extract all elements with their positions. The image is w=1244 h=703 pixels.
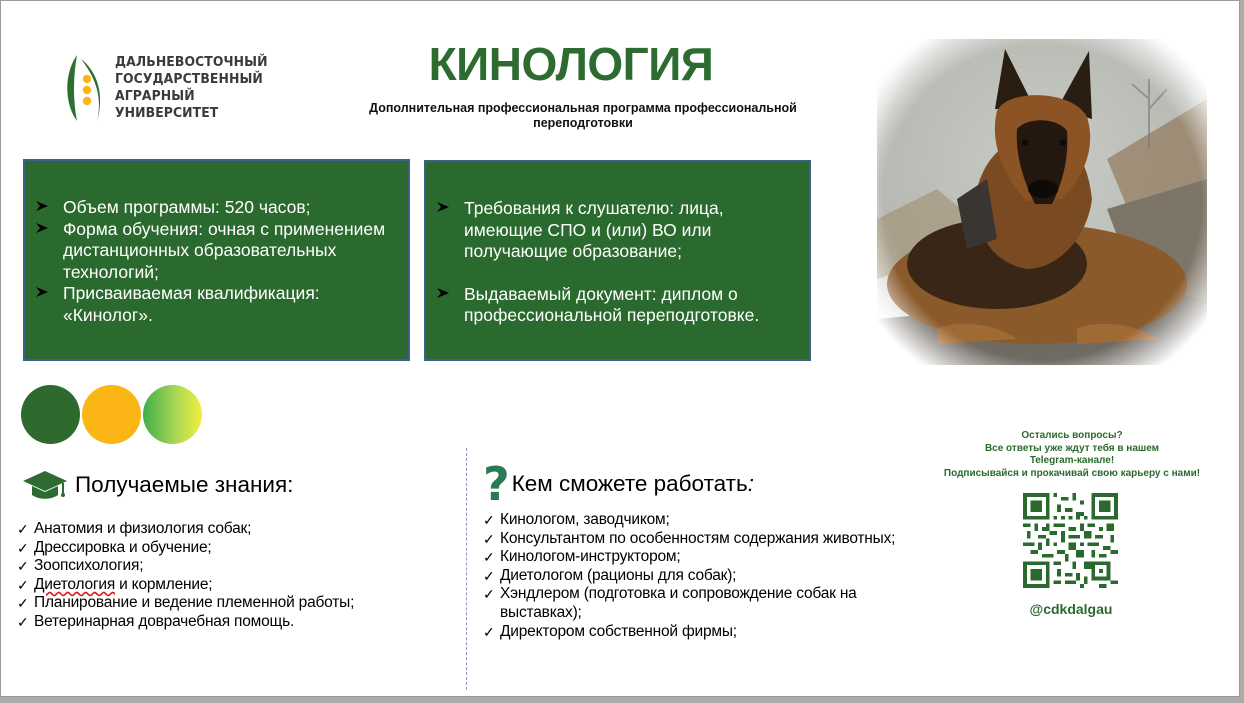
requirements-box	[424, 160, 811, 361]
list-item-text: Директором собственной фирмы;	[500, 622, 737, 640]
checkmark-icon: ✓	[483, 623, 495, 640]
page-subtitle: Дополнительная профессиональная программа профессиональной переподготовки	[369, 101, 797, 130]
program-info-box	[23, 159, 410, 361]
university-name-line: ДАЛЬНЕВОСТОЧНЫЙ	[115, 54, 268, 70]
program-info-item	[35, 283, 398, 326]
telegram-line: Все ответы уже ждут тебя в нашем	[984, 442, 1160, 454]
list-item	[483, 511, 913, 530]
list-item	[17, 557, 437, 576]
telegram-line: Остались вопросы?	[1021, 430, 1123, 441]
list-item-text: Хэндлером (подготовка и сопровождение собак на выставках);	[500, 585, 857, 621]
decorative-circles	[21, 385, 204, 444]
list-item-text: Планирование и ведение племенной работы;	[34, 594, 355, 612]
list-item-text: и кормление;	[115, 575, 213, 593]
list-item-text: Дрессировка и обучение;	[34, 538, 212, 556]
program-info-text: Присваиваемая квалификация: «Кинолог».	[63, 283, 320, 325]
wheat-leaf-logo-icon	[67, 51, 111, 125]
requirements-item	[436, 198, 797, 263]
section-divider	[466, 448, 467, 690]
telegram-handle[interactable]: @cdkdalgau	[1029, 601, 1113, 617]
german-shepherd-image	[877, 39, 1207, 365]
arrowhead-bullet-icon	[436, 200, 450, 214]
graduation-cap-icon	[21, 467, 69, 503]
telegram-callout	[929, 430, 1215, 480]
requirements-item	[436, 284, 797, 327]
telegram-qr-code[interactable]	[1023, 493, 1118, 588]
arrowhead-bullet-icon	[35, 285, 49, 299]
list-item	[483, 530, 913, 549]
german-shepherd-photo	[877, 39, 1207, 365]
requirements-text: Выдаваемый документ: диплом о профессиональной переподготовке.	[464, 283, 760, 325]
checkmark-icon: ✓	[483, 512, 495, 528]
list-item	[17, 613, 437, 632]
work-heading-text: Кем сможете работать	[511, 471, 748, 496]
list-item	[17, 594, 437, 613]
list-item	[483, 548, 913, 567]
checkmark-icon: ✓	[17, 521, 29, 537]
university-name-line: ГОСУДАРСТВЕННЫЙ	[115, 71, 263, 87]
requirements-text: Требования к слушателю: лица, имеющие СПО и (или) ВО или получающие образование;	[464, 198, 724, 261]
list-item	[483, 585, 913, 622]
yellow-circle	[82, 385, 141, 444]
list-item	[17, 539, 437, 558]
list-item	[17, 576, 437, 595]
arrowhead-bullet-icon	[436, 286, 450, 300]
knowledge-list	[17, 520, 437, 632]
program-info-item	[35, 197, 398, 219]
gradient-circle	[143, 385, 202, 444]
list-item	[483, 567, 913, 586]
page-title: КИНОЛОГИЯ	[428, 38, 714, 90]
telegram-line: Подписывайся и прокачивай свою карьеру с нами!	[943, 467, 1201, 479]
list-item-text: Кинологом, заводчиком;	[500, 511, 670, 528]
work-heading-colon: :	[747, 471, 754, 496]
list-item-text: Консультантом по особенностям содержания животных;	[500, 529, 896, 547]
program-info-text: Объем программы: 520 часов;	[63, 197, 311, 217]
checkmark-icon: ✓	[17, 539, 29, 556]
checkmark-icon: ✓	[483, 567, 495, 584]
checkmark-icon: ✓	[17, 613, 29, 630]
list-item	[483, 623, 913, 642]
checkmark-icon: ✓	[483, 530, 495, 547]
list-item-text: Зоопсихология;	[34, 557, 144, 575]
list-item-text: Кинологом-инструктором;	[500, 548, 681, 566]
list-item-text: Диетологом (рационы для собак);	[500, 566, 737, 584]
list-item	[17, 520, 437, 539]
university-logo	[67, 51, 281, 125]
university-name-line: АГРАРНЫЙ	[115, 88, 195, 104]
arrowhead-bullet-icon	[35, 199, 49, 213]
university-name-line: УНИВЕРСИТЕТ	[115, 105, 219, 121]
requirements-list	[436, 198, 797, 327]
knowledge-heading-text: Получаемые знания:	[75, 472, 294, 497]
knowledge-heading	[21, 467, 293, 503]
work-heading	[483, 457, 754, 511]
green-circle	[21, 385, 80, 444]
university-name	[115, 54, 268, 122]
checkmark-icon: ✓	[17, 595, 29, 612]
work-list	[483, 511, 913, 641]
program-info-text: Форма обучения: очная с применением дистанционных образовательных технологий;	[63, 218, 386, 282]
list-item-text: Ветеринарная доврачебная помощь.	[34, 612, 295, 630]
telegram-line: Telegram-канале!	[1029, 455, 1115, 466]
misspelled-word: Диетология	[34, 575, 116, 593]
program-info-list	[35, 197, 398, 326]
checkmark-icon: ✓	[483, 549, 495, 566]
program-info-item	[35, 219, 398, 284]
arrowhead-bullet-icon	[35, 221, 49, 235]
checkmark-icon: ✓	[483, 586, 495, 603]
question-mark-icon: ?	[483, 457, 510, 511]
list-item-text: Анатомия и физиология собак;	[34, 520, 252, 537]
checkmark-icon: ✓	[17, 558, 29, 575]
checkmark-icon: ✓	[17, 576, 29, 593]
